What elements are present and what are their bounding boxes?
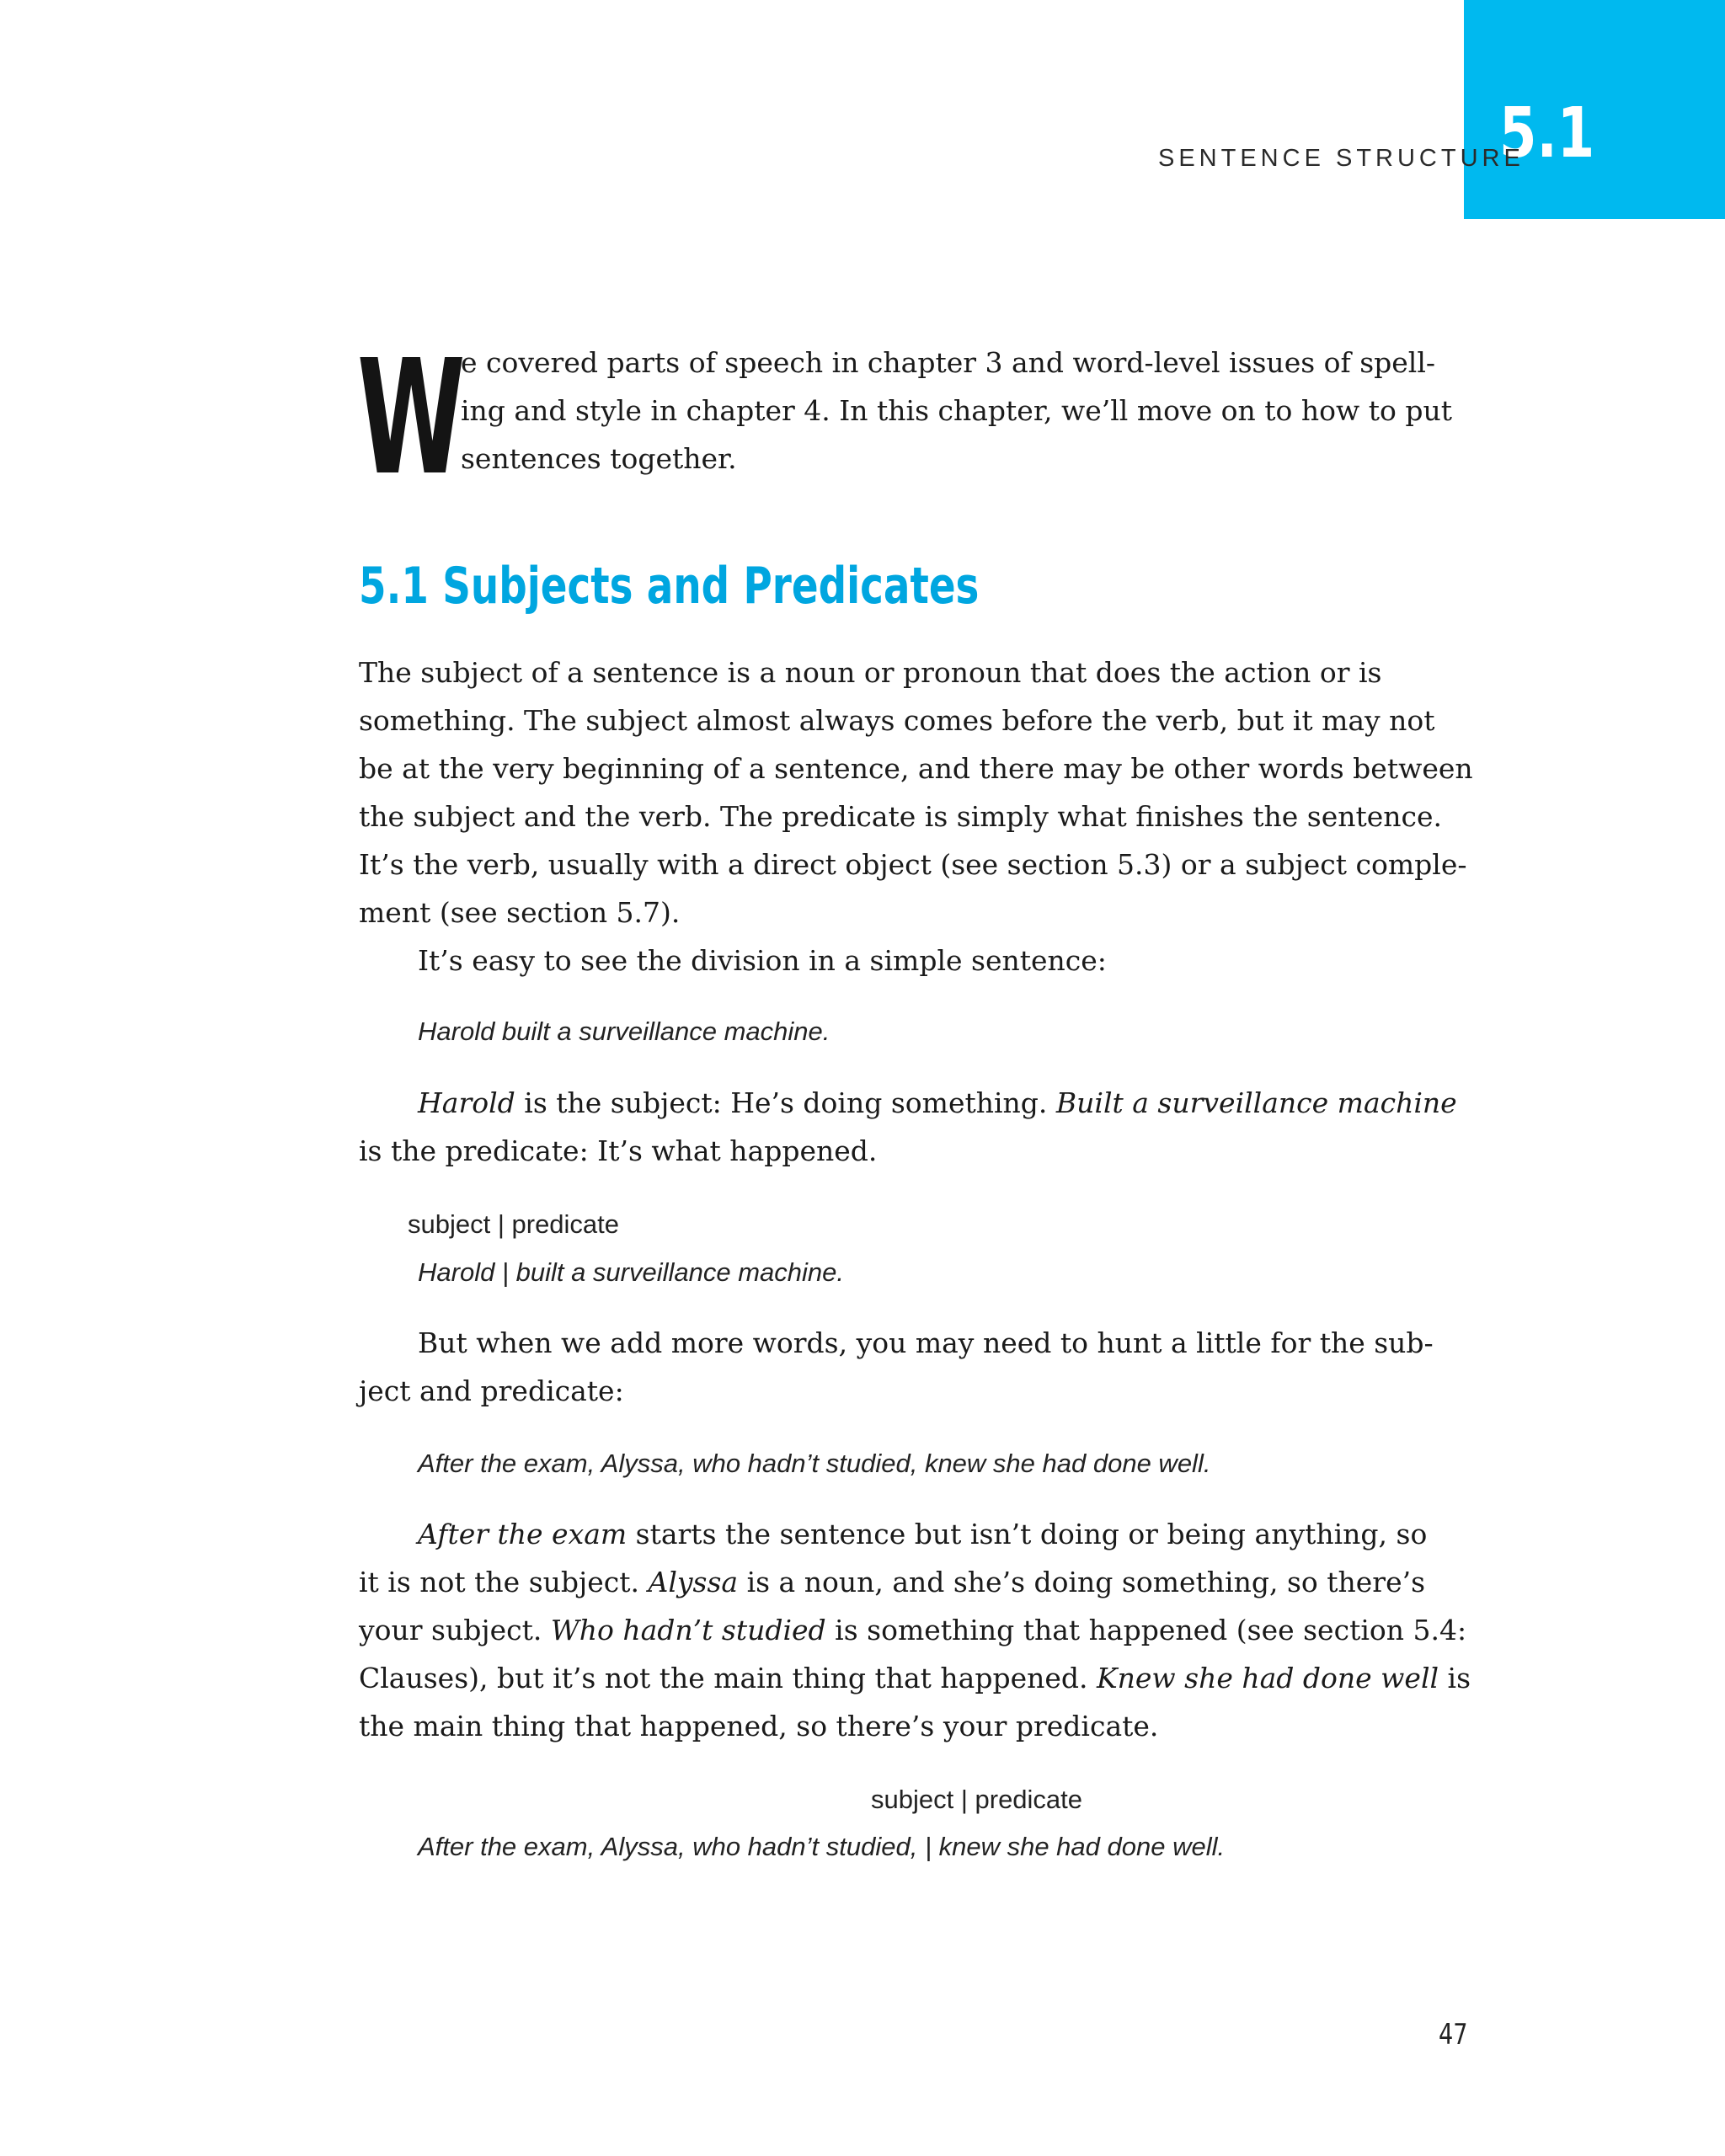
text-line: It’s the verb, usually with a direct object (see section 5.3) or a subject comple- <box>359 848 1467 881</box>
text-line: It’s easy to see the division in a simple sentence: <box>418 944 1107 977</box>
section-tab <box>1464 0 1725 219</box>
section-heading: 5.1 Subjects and Predicates <box>359 557 980 616</box>
text-line <box>359 1606 1467 1654</box>
text-line: something. The subject almost always comes before the verb, but it may not <box>359 704 1435 737</box>
text-run: is the subject: He’s doing something. <box>515 1086 1056 1119</box>
intro-line: e covered parts of speech in chapter 3 and word-level issues of spell- <box>461 346 1436 379</box>
text-run: your subject. <box>359 1614 551 1646</box>
page-number: 47 <box>1439 2018 1468 2052</box>
text-line: But when we add more words, you may need to hunt a little for the sub- <box>418 1326 1434 1359</box>
text-run: starts the sentence but isn’t doing or being anything, so <box>627 1518 1428 1550</box>
emphasis: Alyssa <box>648 1566 739 1598</box>
emphasis: Who hadn’t studied <box>550 1614 826 1646</box>
paragraph-explanation <box>359 1079 1457 1175</box>
text-run: is <box>1439 1662 1471 1694</box>
running-head: SENTENCE STRUCTURE <box>1158 145 1525 172</box>
text-line: the main thing that happened, so there’s your predicate. <box>359 1710 1159 1742</box>
emphasis: Knew she had done well <box>1096 1662 1439 1694</box>
diagram-label: subject | predicate <box>408 1209 620 1239</box>
section-number: 5.1 <box>1499 93 1595 173</box>
text-run: is something that happened (see section 5.4: <box>825 1614 1467 1646</box>
text-line: the subject and the verb. The predicate is simply what finishes the sentence. <box>359 800 1443 833</box>
example-sentence: After the exam, Alyssa, who hadn’t studied, knew she had done well. <box>418 1449 1211 1478</box>
emphasis: Harold <box>418 1086 515 1119</box>
text-run: is a noun, and she’s doing something, so there’s <box>738 1566 1426 1598</box>
paragraph-definition <box>359 648 1473 985</box>
text-line: is the predicate: It’s what happened. <box>359 1134 878 1167</box>
emphasis: Built a surveillance machine <box>1055 1086 1457 1119</box>
text-line: be at the very beginning of a sentence, and there may be other words between <box>359 752 1473 785</box>
text-line <box>359 1558 1426 1606</box>
paragraph-analysis <box>359 1510 1471 1750</box>
text-line: The subject of a sentence is a noun or pronoun that does the action or is <box>359 656 1382 689</box>
text-run: it is not the subject. <box>359 1566 649 1598</box>
example-sentence: Harold built a surveillance machine. <box>418 1017 830 1046</box>
text-line: ment (see section 5.7). <box>359 896 681 929</box>
text-line <box>359 1654 1471 1702</box>
drop-cap: W <box>357 326 466 510</box>
diagram-sentence: After the exam, Alyssa, who hadn’t studied, | knew she had done well. <box>418 1832 1226 1861</box>
text-line <box>359 1079 1457 1127</box>
diagram-label: subject | predicate <box>871 1785 1083 1814</box>
diagram-sentence: Harold | built a surveillance machine. <box>418 1257 845 1287</box>
intro-line: ing and style in chapter 4. In this chapter, we’ll move on to how to put <box>461 394 1452 427</box>
emphasis: After the exam <box>418 1518 628 1550</box>
intro-paragraph <box>461 339 1452 483</box>
paragraph-hunt <box>359 1319 1434 1415</box>
text-line: ject and predicate: <box>359 1374 624 1407</box>
text-line <box>359 1510 1428 1558</box>
intro-line: sentences together. <box>461 442 737 475</box>
text-run: Clauses), but it’s not the main thing that happened. <box>359 1662 1097 1694</box>
